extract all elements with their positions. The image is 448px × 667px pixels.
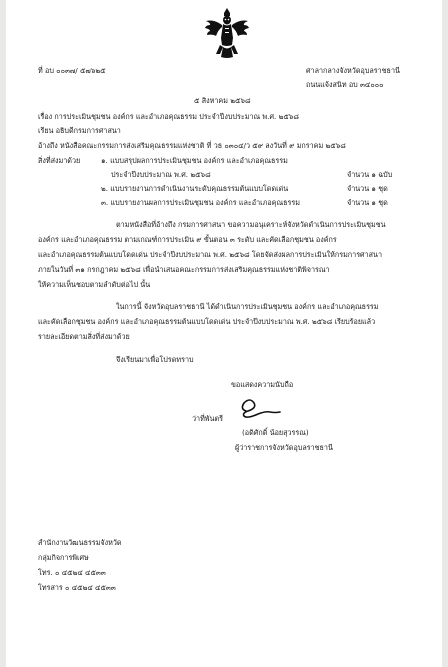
enclosure-item-1-cont: ประจำปีงบประมาณ พ.ศ. ๒๕๖๘ bbox=[111, 170, 211, 179]
footer-phone: โทร. ๐ ๔๕๒๔ ๔๕๓๓ bbox=[38, 568, 106, 577]
footer-group: กลุ่มกิจการพิเศษ bbox=[38, 553, 89, 562]
closing-phrase: ขอแสดงความนับถือ bbox=[231, 380, 294, 389]
subject-line: เรื่อง การประเมินชุมชน องค์กร และอำเภอคุณธรรม ประจำปีงบประมาณ พ.ศ. ๒๕๖๘ bbox=[38, 112, 299, 121]
signatory-position: ผู้ว่าราชการจังหวัดอุบลราชธานี bbox=[235, 443, 333, 452]
body-para1-line5: ให้ความเห็นชอบตามลำดับต่อไป นั้น bbox=[38, 280, 151, 289]
body-para1-line1: ตามหนังสือที่อ้างถึง กรมการศาสนา ขอความอนุเคราะห์จังหวัดดำเนินการประเมินชุมชน bbox=[116, 220, 386, 229]
reference-number: ที่ อบ ๐๐๓๗/ ๕๗๖๒๕ bbox=[38, 66, 106, 75]
enclosure-item-1: ๑. แบบสรุปผลการประเมินชุมชน องค์กร และอำเภอคุณธรรม bbox=[101, 156, 288, 165]
garuda-emblem-icon bbox=[204, 6, 250, 60]
signatory-name: (อดิศักดิ์ น้อยสุวรรณ) bbox=[242, 428, 309, 437]
body-para2-line3: รายละเอียดตามสิ่งที่ส่งมาด้วย bbox=[38, 332, 130, 341]
enclosure-item-1-qty: จำนวน ๑ ฉบับ bbox=[347, 170, 393, 179]
footer-fax: โทรสาร ๐ ๔๕๒๔ ๔๕๓๓ bbox=[38, 583, 116, 592]
body-para1-line4: ภายในวันที่ ๓๑ กรกฎาคม ๒๕๖๘ เพื่อนำเสนอคณะกรรมการส่งเสริมคุณธรรมแห่งชาติพิจารณา bbox=[38, 265, 330, 274]
enclosure-item-2: ๒. แบบรายงานการดำเนินงานระดับคุณธรรมต้นแบบโดดเด่น bbox=[101, 184, 289, 193]
enclosure-item-2-qty: จำนวน ๑ ชุด bbox=[347, 184, 388, 193]
recipient-line: เรียน อธิบดีกรมการศาสนา bbox=[38, 126, 121, 135]
body-para2-line2: และคัดเลือกชุมชน องค์กร และอำเภอคุณธรรมต้นแบบโดดเด่น ประจำปีงบประมาณ พ.ศ. ๒๕๖๘ เรียบร้อยแล้ว bbox=[38, 317, 376, 326]
enclosure-item-3-qty: จำนวน ๑ ชุด bbox=[347, 198, 388, 207]
closing-request: จึงเรียนมาเพื่อโปรดทราบ bbox=[116, 355, 194, 364]
document-date: ๕ สิงหาคม ๒๕๖๘ bbox=[194, 96, 251, 105]
acting-rank-note: ว่าที่พันตรี bbox=[192, 414, 223, 423]
handwritten-signature bbox=[232, 397, 284, 421]
document-page bbox=[6, 0, 442, 667]
enclosure-item-3: ๓. แบบรายงานผลการประเมินชุมชน องค์กร และอำเภอคุณธรรม bbox=[101, 198, 300, 207]
office-address: ถนนแจ้งสนิท อบ ๓๔๐๐๐ bbox=[306, 80, 384, 89]
reference-line: อ้างถึง หนังสือคณะกรรมการส่งเสริมคุณธรรมแห่งชาติ ที่ วธ ๐๓๐๔/ว ๕๙ ลงวันที่ ๙ มกราคม ๒๕๖๘ bbox=[38, 141, 346, 150]
body-para1-line2: องค์กร และอำเภอคุณธรรม ตามเกณฑ์การประเมิน ๙ ขั้นตอน ๓ ระดับ และคัดเลือกชุมชน องค์กร bbox=[38, 235, 337, 244]
footer-department: สำนักงานวัฒนธรรมจังหวัด bbox=[38, 538, 122, 547]
enclosures-label: สิ่งที่ส่งมาด้วย bbox=[38, 156, 81, 165]
office-name: ศาลากลางจังหวัดอุบลราชธานี bbox=[306, 66, 400, 75]
body-para1-line3: และอำเภอคุณธรรมต้นแบบโดดเด่น ประจำปีงบประมาณ พ.ศ. ๒๕๖๘ โดยจัดส่งผลการประเมินให้กรมการศาสนา bbox=[38, 250, 382, 259]
body-para2-line1: ในการนี้ จังหวัดอุบลราชธานี ได้ดำเนินการประเมินชุมชน องค์กร และอำเภอคุณธรรม bbox=[116, 302, 379, 311]
